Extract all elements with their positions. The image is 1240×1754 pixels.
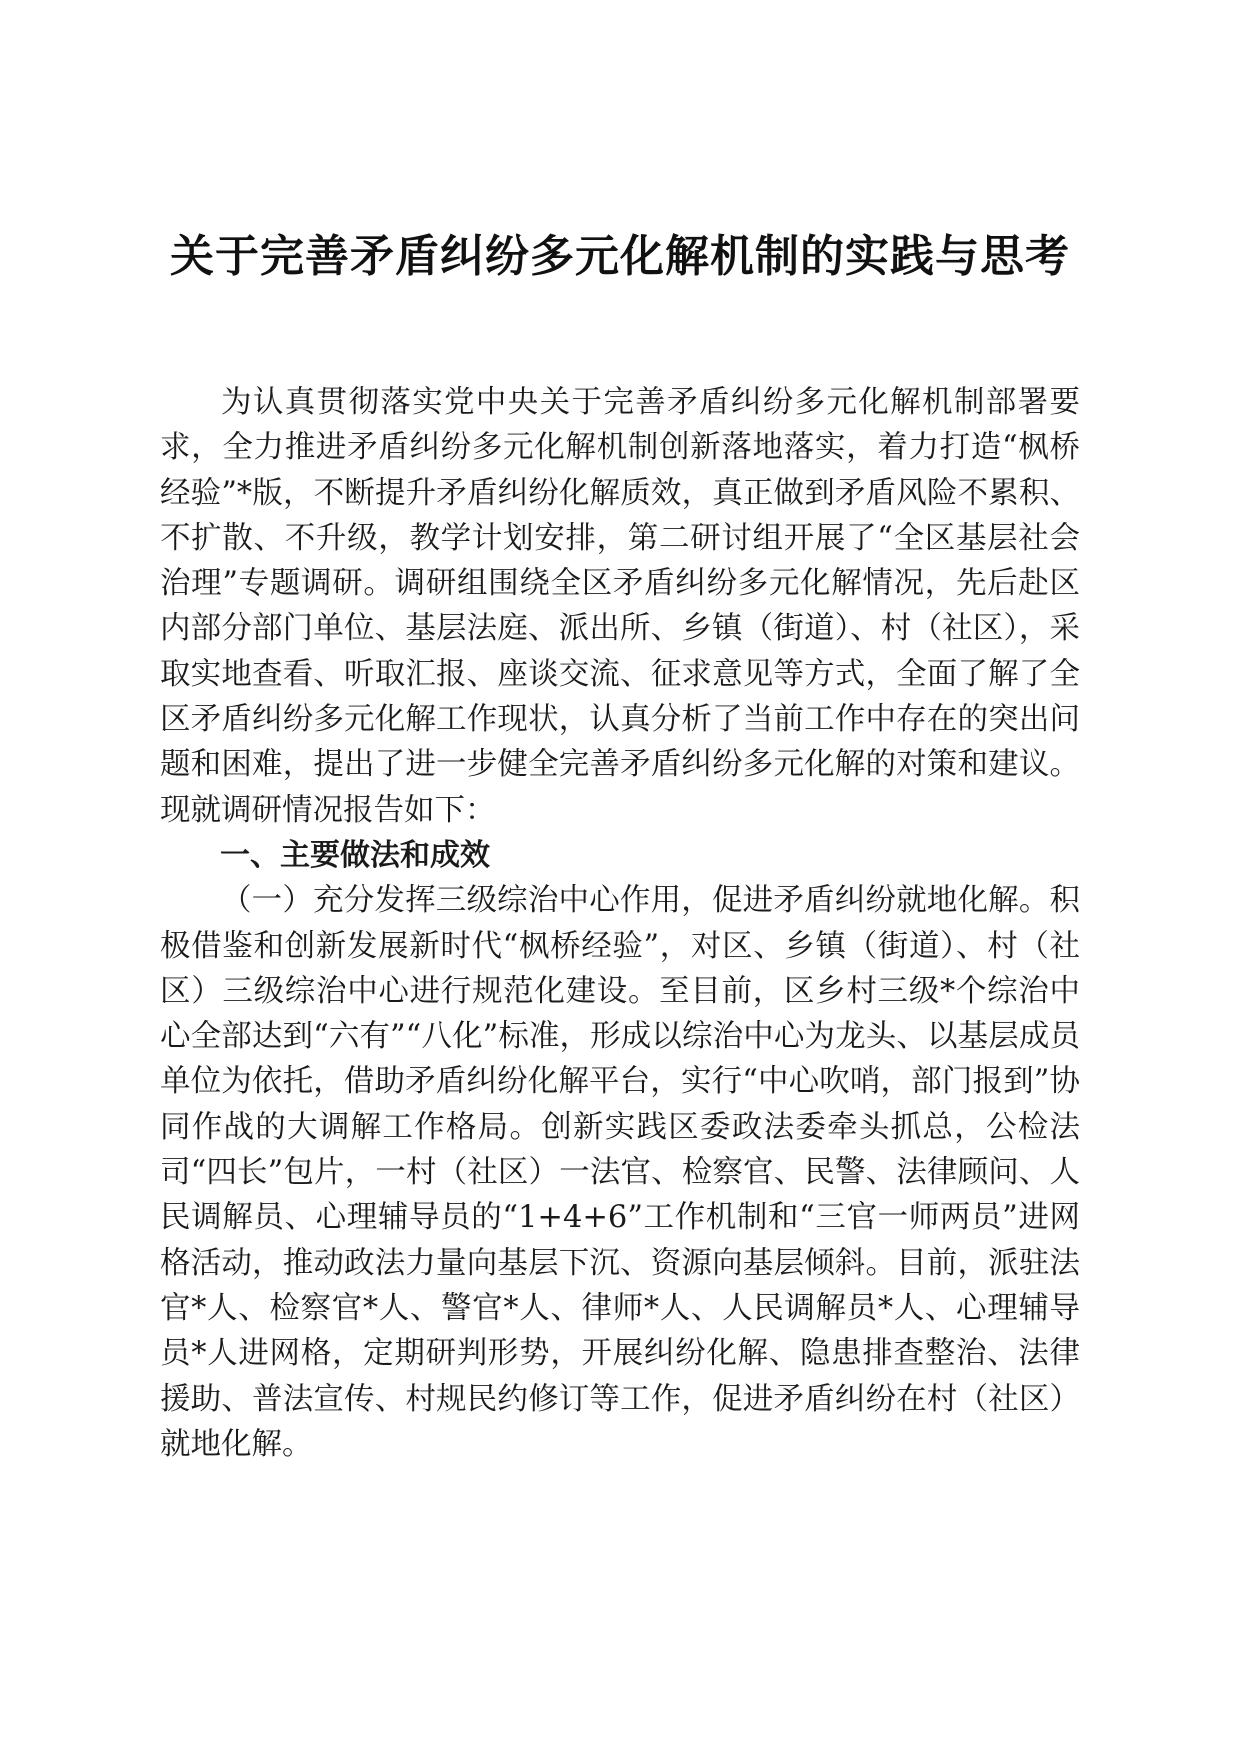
intro-paragraph: 为认真贯彻落实党中央关于完善矛盾纠纷多元化解机制部署要求，全力推进矛盾纠纷多元化解机制创新落地落实，着力打造“枫桥经验”*版，不断提升矛盾纠纷化解质效，真正做到矛盾风险不累积、不扩散、不升级，教学计划安排，第二研讨组开展了“全区基层社会治理”专题调研。调研组围绕全区矛盾纠纷多元化解情况，先后赴区内部分部门单位、基层法庭、派出所、乡镇（街道）、村（社区），采取实地查看、听取汇报、座谈交流、征求意见等方式，全面了解了全区矛盾纠纷多元化解工作现状，认真分析了当前工作中存在的突出问题和困难，提出了进一步健全完善矛盾纠纷多元化解的对策和建议。现就调研情况报告如下：	[160, 385, 1080, 828]
section-heading: 一、主要做法和成效	[220, 837, 490, 873]
document-body	[160, 380, 1080, 1467]
document-title: 关于完善矛盾纠纷多元化解机制的实践与思考	[170, 231, 1070, 282]
section-paragraph: （一）充分发挥三级综治中心作用，促进矛盾纠纷就地化解。积极借鉴和创新发展新时代“枫桥经验”，对区、乡镇（街道）、村（社区）三级综治中心进行规范化建设。至目前，区乡村三级*个综治中心全部达到“六有”“八化”标准，形成以综治中心为龙头、以基层成员单位为依托，借助矛盾纠纷化解平台，实行“中心吹哨，部门报到”协同作战的大调解工作格局。创新实践区委政法委牵头抓总，公检法司“四长”包片，一村（社区）一法官、检察官、民警、法律顾问、人民调解员、心理辅导员的“1+4+6”工作机制和“三官一师两员”进网格活动，推动政法力量向基层下沉、资源向基层倾斜。目前，派驻法官*人、检察官*人、警官*人、律师*人、人民调解员*人、心理辅导员*人进网格，定期研判形势，开展纠纷化解、隐患排查整治、法律援助、普法宣传、村规民约修订等工作，促进矛盾纠纷在村（社区）就地化解。	[160, 883, 1080, 1462]
